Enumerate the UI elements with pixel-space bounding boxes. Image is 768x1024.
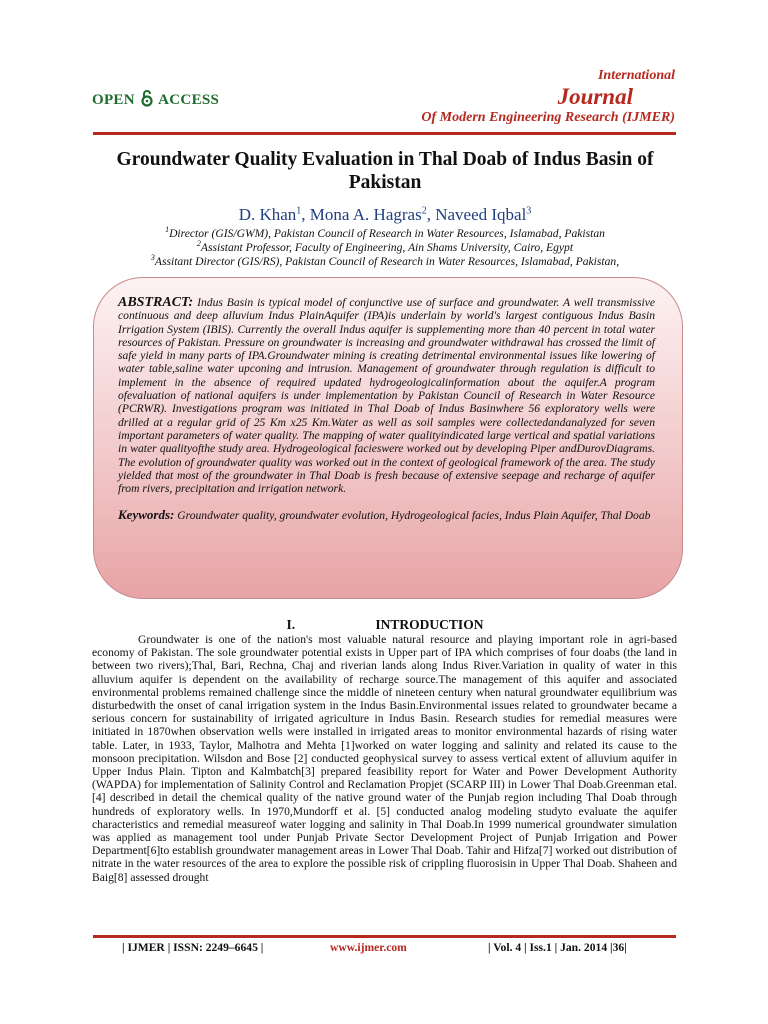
journal-international-label: International — [597, 68, 675, 83]
keywords-text: Groundwater quality, groundwater evolution, Hydrogeological facies, Indus Plain Aquifer, Thal Doab — [177, 509, 651, 523]
abstract-box — [93, 277, 683, 599]
open-access-lock-icon — [141, 89, 153, 112]
author-marker: 2 — [421, 205, 427, 217]
author-marker: 3 — [526, 205, 532, 217]
author-marker: 1 — [296, 205, 302, 217]
introduction-paragraph — [92, 633, 677, 884]
footer-volume-page: | Vol. 4 | Iss.1 | Jan. 2014 |36| — [488, 941, 627, 954]
footer-website-link[interactable]: www.ijmer.com — [330, 941, 407, 954]
author-name: Naveed Iqbal — [435, 205, 527, 224]
author-name: D. Khan — [238, 205, 297, 224]
author-name: Mona A. Hagras — [309, 205, 422, 224]
keywords-label: Keywords: — [118, 507, 175, 523]
paper-title: Groundwater Quality Evaluation in Thal Doab of Indus Basin of Pakistan — [116, 149, 654, 193]
affiliation: $^2$Assistant Professor, Faculty of Engineering, Ain Shams University, Cairo, Egypt — [196, 239, 574, 254]
keywords-paragraph — [118, 508, 655, 522]
introduction-text: Groundwater is one of the nation's most valuable natural resource and playing important role in agri-based economy of Pakistan. The sole groundwater potential exists in Upper part of IPA which comprises of four doabs (the land in between two rivers);Thal, Bari, Rechna, Chaj and riverian lands along Indus River.Variation in quality of water in this alluvium aquifer is dependent on the availability of recharge source.The management of this aquifer and associated environmental problems remained challenge since the middle of nineteen century when natural groundwater equilibrium was disturbedwith the onset of canal irrigation system in the Indus Basin.Environmental issues related to groundwater became a serious concern for sustainability of irrigated agriculture in Indus Basin. Research studies for remedial measures were initiated in 1870when observation wells were installed in irrigated areas to monitor environmental hazards of rising water table. Later, in 1933, Taylor, Malhotra and Mehta [1]worked on water logging and salinity and related its cause to the monsoon precipitation. Wilsdon and Bose [2] conducted geophysical survey to assess vertical extent of alluvium aquifer in Upper Indus Plain. Tipton and Kalmbatch[3] prepared feasibility report for Water and Power Development Authority (WAPDA) for implementation of Salinity Control and Reclamation Propjet (SCARP III) in Lower Thal Doab.Greenman etal. [4] described in detail the chemical quality of the native ground water of the Punjab region including Thal Doab through hundreds of exploratory wells. In 1970,Mundorff et al. [5] conducted analog modeling studyto evaluate the aquifer characteristics and remedial measureof water logging and salinity in Thal Doab.In 1999 numerical groundwater simulation was applied as management tool under Punjab Private Sector Development Project of Punjab Irrigation and Power Department[6]to establish groundwater management areas in Lower Thal Doab. Tahir and Hifza[7] worked out distribution of nitrate in the water resources of the area to explore the possible risk of crippling fluorosisin in Upper Thal Doab. Shaheen and Baig[8] assessed drought — [92, 633, 677, 884]
journal-subtitle: Of Modern Engineering Research (IJMER) — [421, 110, 675, 125]
abstract-paragraph — [118, 296, 655, 495]
header-divider — [93, 132, 676, 135]
section-heading-introduction: I. INTRODUCTION — [286, 617, 484, 632]
author-list: D. Khan$^1$, Mona A. Hagras$^2$, Naveed Iqbal$^3$ — [238, 205, 532, 224]
footer-issn: | IJMER | ISSN: 2249–6645 | — [122, 941, 264, 954]
affiliation: $^3$Assitant Director (GIS/RS), Pakistan Council of Research in Water Resources, Islamabad, Pakistan, — [150, 253, 620, 268]
open-access-text-left: OPEN — [92, 92, 135, 108]
abstract-label: ABSTRACT: — [118, 295, 194, 310]
journal-name: Journal — [557, 84, 633, 109]
open-access-text-right: ACCESS — [158, 92, 220, 108]
affiliation: $^1$Director (GIS/GWM), Pakistan Council of Research in Water Resources, Islamabad, Pakistan — [165, 225, 605, 240]
abstract-text: Indus Basin is typical model of conjunctive use of surface and groundwater. A well transmissive continuous and deep alluvium Indus PlainAquifer (IPA)is underlain by world's largest contiguous Indus Basin Irrigation System (IBIS). Currently the overall Indus aquifer is supplementing more than 40 percent in total water resources of Pakistan. Pressure on groundwater is increasing and groundwater withdrawal has crossed the limit of safe yield in many parts of IPA.Groundwater mining is creating detrimental environmental issues like lowering of water table,saline water upconing and intrusion. Management of groundwater through regulation is difficult to implement in the absence of required updated hydrogeologicalinformation about the aquifer.A program ofevaluation of national aquifers is under implementation by Pakistan Council of Research in Water Resource (PCRWR). Investigations program was initiated in Thal Doab of Indus Basinwhere 56 exploratory wells were drilled at a regular grid of 25 Km x25 Km.Water as well as soil samples were collectedandanalyzed for seven important parameters of water quality. The mapping of water qualityindicated large vertical and spatial variations in water qualityofthe study area. Hydrogeological facieswere worked out by developing Piper andDurovDiagrams. The evolution of groundwater quality was worked out in the context of geological framework of the area. The study yielded that most of the groundwater in Thal Doab is fresh because of extensive seepage and recharge of aquifer from rivers, precipitation and irrigation network. — [118, 296, 655, 496]
footer-divider — [93, 935, 676, 938]
open-access-logo — [92, 89, 219, 112]
